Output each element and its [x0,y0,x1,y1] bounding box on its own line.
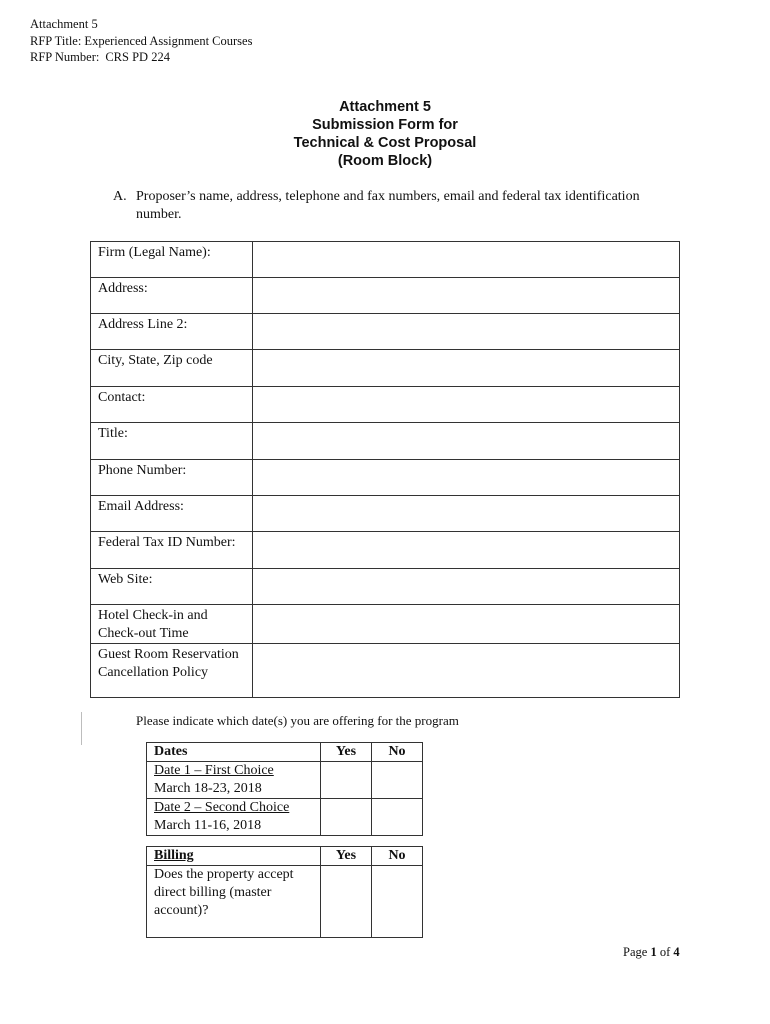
field-value-federal-tax-id[interactable] [253,532,680,569]
date-range: March 18-23, 2018 [154,781,262,796]
field-label: City, State, Zip code [91,350,253,387]
field-row-title [91,423,680,460]
billing-table [146,846,423,938]
field-label: Contact: [91,387,253,423]
field-value-address[interactable] [253,278,680,314]
date-choice-label: Date 2 – Second Choice [154,800,290,815]
date-1-yes-cell[interactable] [321,762,372,799]
of-word: of [659,945,671,959]
billing-header-row [147,847,423,866]
current-page: 1 [650,945,657,959]
date-option-2 [147,799,321,836]
field-row-address-line-2 [91,314,680,350]
field-label: Hotel Check-in and Check-out Time [91,605,253,644]
field-value-city-state-zip[interactable] [253,350,680,387]
title-line-1: Attachment 5 [339,99,431,115]
date-1-no-cell[interactable] [372,762,423,799]
header-rfp-number [30,49,252,66]
revision-bar [81,712,82,745]
field-row-web-site [91,569,680,605]
billing-question: Does the property accept direct billing (master account)? [147,866,321,938]
field-row-firm [91,242,680,278]
title-line-4: (Room Block) [337,153,433,169]
field-label: Email Address: [91,496,253,532]
field-value-contact[interactable] [253,387,680,423]
field-label: Title: [91,423,253,460]
dates-header-row [147,743,423,762]
dates-header: Dates [147,743,321,762]
document-header [30,16,252,66]
field-label: Address: [91,278,253,314]
field-row-contact [91,387,680,423]
yes-header: Yes [321,847,372,866]
field-label: Phone Number: [91,460,253,496]
field-row-federal-tax-id [91,532,680,569]
date-range: March 11-16, 2018 [154,818,262,833]
dates-table [146,742,423,836]
proposer-info-table [90,241,680,698]
field-value-web-site[interactable] [253,569,680,605]
total-pages: 4 [673,945,680,959]
form-title [0,98,770,170]
field-label: Federal Tax ID Number: [91,532,253,569]
field-label: Firm (Legal Name): [91,242,253,278]
no-header: No [372,847,423,866]
header-rfp-title: RFP Title: Experienced Assignment Courses [30,33,253,48]
date-choice-label: Date 1 – First Choice [154,763,274,778]
billing-yes-cell[interactable] [321,866,372,938]
page-word: Page [623,945,648,959]
page-number [623,945,680,960]
field-row-address [91,278,680,314]
field-label: Guest Room Reservation Cancellation Policy [91,644,253,698]
date-row-2 [147,799,423,836]
section-a-text: Proposer’s name, address, telephone and fax numbers, email and federal tax identification number. [136,189,640,222]
section-a [113,188,683,224]
date-option-1 [147,762,321,799]
field-row-city-state-zip [91,350,680,387]
field-row-check-in-out [91,605,680,644]
title-line-3: Technical & Cost Proposal [293,135,477,151]
field-value-phone[interactable] [253,460,680,496]
dates-prompt: Please indicate which date(s) you are offering for the program [136,713,459,728]
yes-header: Yes [321,743,372,762]
title-line-2: Submission Form for [312,117,458,133]
rfp-number-label: RFP Number: [30,50,100,64]
field-row-phone [91,460,680,496]
billing-header: Billing [147,847,321,866]
field-value-title[interactable] [253,423,680,460]
field-row-cancellation-policy [91,644,680,698]
field-row-email [91,496,680,532]
field-value-email[interactable] [253,496,680,532]
billing-no-cell[interactable] [372,866,423,938]
date-2-yes-cell[interactable] [321,799,372,836]
no-header: No [372,743,423,762]
section-a-marker: A. [113,189,127,204]
field-value-firm[interactable] [253,242,680,278]
field-value-cancellation-policy[interactable] [253,644,680,698]
date-row-1 [147,762,423,799]
rfp-number-value: CRS PD 224 [105,50,170,64]
field-label: Address Line 2: [91,314,253,350]
field-value-address-line-2[interactable] [253,314,680,350]
field-value-check-in-out[interactable] [253,605,680,644]
billing-row [147,866,423,938]
date-2-no-cell[interactable] [372,799,423,836]
field-label: Web Site: [91,569,253,605]
header-attachment: Attachment 5 [30,17,98,31]
